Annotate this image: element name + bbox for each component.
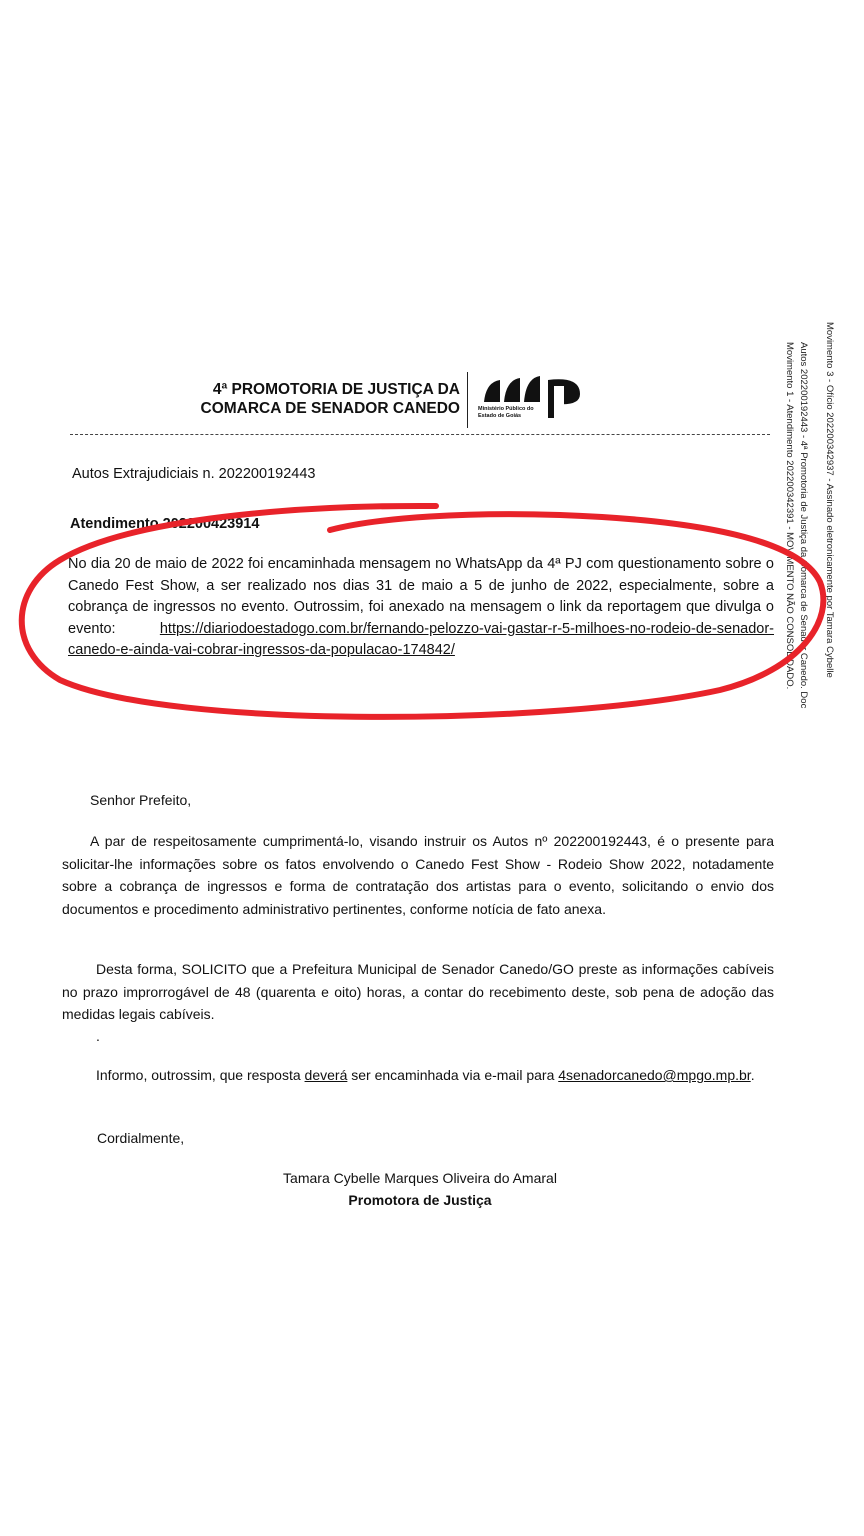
email-link[interactable]: 4senadorcanedo@mpgo.mp.br (558, 1067, 751, 1083)
header-title (150, 380, 460, 418)
email-text-end: . (750, 1067, 755, 1083)
email-text-underlined: deverá (304, 1067, 348, 1083)
article-link[interactable]: https://diariodoestadogo.com.br/fernando-pelozzo-vai-gastar-r-5-milhoes-no-rodeio-de-senador-canedo-e-ainda-vai-cobrar-ingressos-da-populacao-174842/ (68, 620, 774, 658)
signature-name: Tamara Cybelle Marques Oliveira do Amaral (283, 1170, 557, 1186)
mp-logo-icon (476, 372, 586, 428)
salutation: Senhor Prefeito, (90, 792, 192, 808)
atendimento-title: Atendimento 202200423914 (70, 516, 260, 532)
header-rule (70, 434, 770, 435)
logo-text: Ministério Público do Estado de Goiás (478, 406, 534, 419)
message-paragraph (68, 554, 774, 662)
email-text-before: Informo, outrossim, que resposta (96, 1067, 305, 1083)
header-line-2: COMARCA DE SENADOR CANEDO (200, 400, 460, 417)
autos-line: Autos Extrajudiciais n. 202200192443 (72, 466, 316, 482)
email-text-after: ser encaminhada via e-mail para (347, 1067, 559, 1083)
paragraph-email (64, 1064, 772, 1087)
message-text: No dia 20 de maio de 2022 foi encaminhada mensagem no WhatsApp da 4ª PJ com questionamento sobre o Canedo Fest Show, a ser realizado nos dias 31 de maio a 5 de junho de 2022, especialmente, sobre a cobrança de ingressos no evento. Outrossim, foi anexado na mensagem o link da reportagem que divulga o evento: (68, 556, 774, 637)
paragraph-request: A par de respeitosamente cumprimentá-lo, visando instruir os Autos nº 202200192443, é o presente para solicitar-lhe informações sobre os fatos envolvendo o Canedo Fest Show - Rodeio Show 2022, notadamente sobre a cobrança de ingressos e forma de contratação dos artistas para o evento, solicitando o envio dos documentos e procedimento administrativo pertinentes, conforme notícia de fato anexa. (62, 833, 774, 917)
signature-role: Promotora de Justiça (348, 1192, 492, 1208)
paragraph-solicito: Desta forma, SOLICITO que a Prefeitura Municipal de Senador Canedo/GO preste as informações cabíveis no prazo improrrogável de 48 (quarenta e oito) horas, a contar do recebimento deste, sob pena de adoção das medidas legais cabíveis. (62, 961, 774, 1022)
side-stamp-1: Movimento 3 - Ofício 202200342937 - Assinado eletronicamente por Tamara Cybelle (824, 322, 835, 678)
side-stamp-3: Movimento 1 - Atendimento 202200342391 - MOVIMENTO NÃO CONSOLIDADO. (784, 342, 795, 690)
header-line-1: 4ª PROMOTORIA DE JUSTIÇA DA (212, 381, 460, 398)
header-divider (467, 372, 468, 428)
closing: Cordialmente, (97, 1130, 185, 1146)
side-stamp-2: Autos 202200192443 - 4ª Promotoria de Justiça da Comarca de Senador Canedo. Doc (798, 342, 809, 709)
stray-dot: . (96, 1028, 100, 1044)
